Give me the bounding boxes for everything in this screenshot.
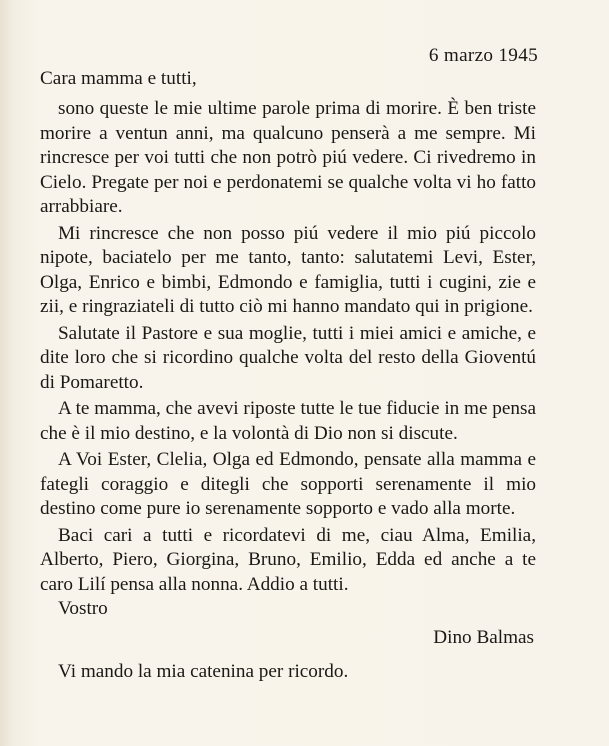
letter-date: 6 marzo 1945 — [428, 45, 538, 66]
letter-paragraph-6: Baci cari a tutti e ricordatevi di me, ciau Alma, Emilia, Alberto, Piero, Giorgina, Bruno, Emilio, Edda ed anche a te caro Lilí pensa alla nonna. Addio a tutti. — [40, 524, 536, 595]
letter-signature: Dino Balmas — [433, 626, 534, 648]
letter-paragraph-4: A te mamma, che avevi riposte tutte le tue fiducie in me pensa che è il mio destino, e la volontà di Dio non si discute. — [40, 398, 536, 444]
letter-paragraph-2: Mi rincresce che non posso piú vedere il mio piú piccolo nipote, baciatelo per me tanto, tanto: salutatemi Levi, Ester, Olga, Enrico e bimbi, Edmondo e famiglia, tutti i cugini, zie e zii, e ringraziateli di tutto ciò mi hanno mandato qui in prigione. — [40, 222, 536, 317]
letter-salutation: Cara mamma e tutti, — [40, 67, 197, 89]
letter-postscript: Vi mando la mia catenina per ricordo. — [58, 661, 349, 682]
letter-body — [40, 44, 536, 685]
letter-paragraph-3: Salutate il Pastore e sua moglie, tutti i miei amici e amiche, e dite loro che si ricordino qualche volta del resto della Gioventú di Pomaretto. — [40, 322, 536, 393]
letter-paragraph-5: A Voi Ester, Clelia, Olga ed Edmondo, pensate alla mamma e fategli coraggio e ditegli che sopporti serenamente il mio destino come pure io serenamente sopporto e vado alla morte. — [40, 449, 536, 519]
letter-paragraph-1: sono queste le mie ultime parole prima di morire. È ben triste morire a ventun anni, ma qualcuno penserà a me sempre. Mi rincresce per voi tutti che non potrò piú vedere. Ci rivedremo in Cielo. Pregate per noi e perdonatemi se qualche volta vi ho fatto arrabbiare. — [40, 98, 536, 217]
letter-closing: Vostro — [58, 598, 108, 619]
